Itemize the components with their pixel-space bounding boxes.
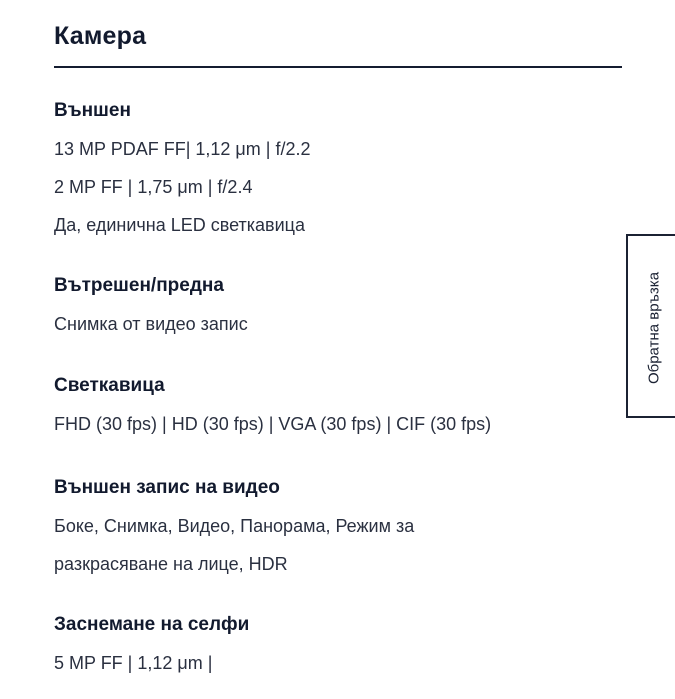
spec-group-front — [54, 267, 614, 343]
spec-value: Боке, Снимка, Видео, Панорама, Режим за — [54, 516, 415, 536]
spec-group-selfie — [54, 606, 614, 682]
spec-label: Външен — [54, 100, 131, 121]
spec-value: Да, единична LED светкавица — [54, 215, 305, 235]
spec-group-external — [54, 92, 614, 244]
section-title: Камера — [54, 22, 147, 50]
spec-group-video — [54, 469, 614, 583]
spec-label: Заснемане на селфи — [54, 614, 250, 635]
spec-group-flash — [54, 367, 614, 443]
feedback-tab-label: Обратна връзка — [645, 271, 663, 385]
spec-value: Снимка от видео запис — [54, 314, 248, 334]
feedback-tab-button[interactable] — [626, 234, 675, 418]
title-divider — [54, 66, 622, 68]
spec-label: Светкавица — [54, 375, 165, 396]
spec-value: FHD (30 fps) | HD (30 fps) | VGA (30 fps) | CIF (30 fps) — [54, 414, 492, 434]
spec-value: разкрасяване на лице, HDR — [54, 554, 288, 574]
spec-value: 13 MP PDAF FF| 1,12 μm | f/2.2 — [54, 139, 311, 159]
spec-value: 5 MP FF | 1,12 μm | — [54, 653, 213, 673]
spec-value: 2 MP FF | 1,75 μm | f/2.4 — [54, 177, 253, 197]
spec-label: Вътрешен/предна — [54, 275, 224, 296]
spec-label: Външен запис на видео — [54, 477, 280, 498]
